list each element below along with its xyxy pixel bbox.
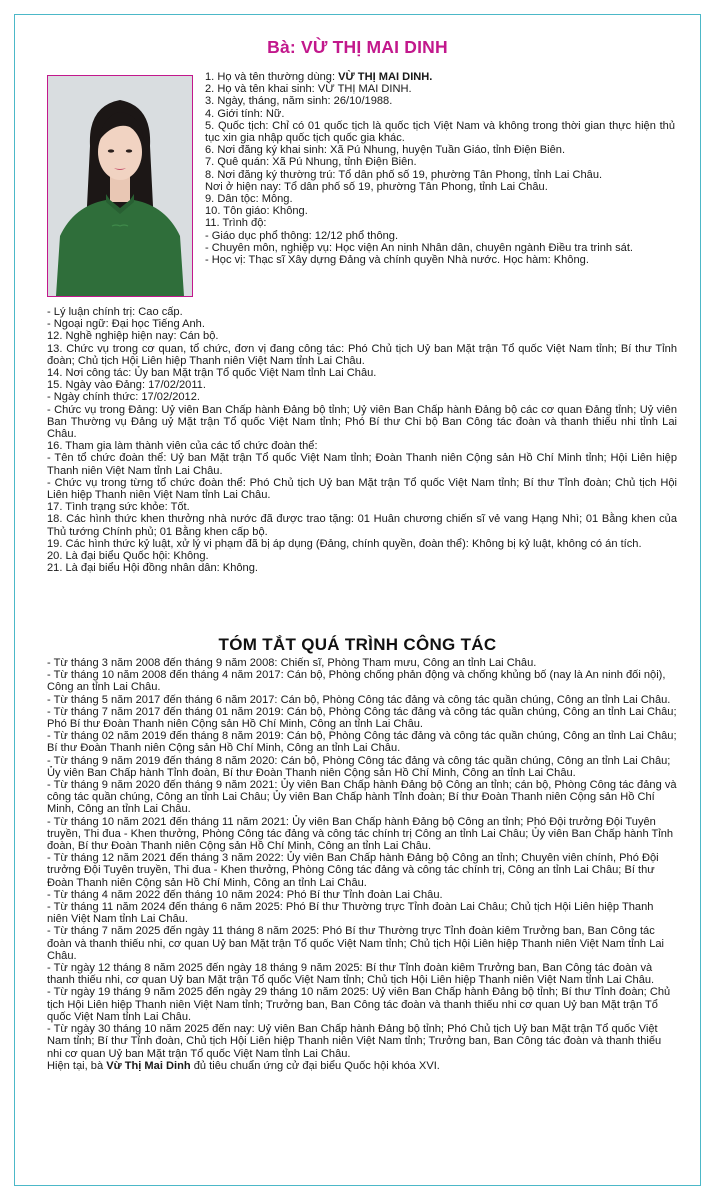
career-line: - Từ tháng 7 năm 2025 đến ngày 11 tháng 8 năm 2025: Phó Bí thư Thường trực Tỉnh đoàn kiêm Trưởng ban, Ban Công tác đoàn và thanh thiếu nhi, cơ quan Uỷ ban Mặt trận Tổ quốc Việt Nam tỉnh; Chủ tịch Hội Liên hiệp Thanh niên Việt Nam tỉnh Lai Châu. (47, 925, 664, 962)
detail-line: 15. Ngày vào Đảng: 17/02/2011. (47, 379, 206, 392)
career-line: - Từ tháng 11 năm 2024 đến tháng 6 năm 2025: Phó Bí thư Thường trực Tỉnh đoàn Lai Châu; Chủ tịch Hội Liên hiệp Thanh niên Việt Nam tỉnh Lai Châu. (47, 901, 654, 926)
details-list (47, 306, 677, 574)
info-line (205, 230, 675, 242)
info-line (205, 217, 675, 229)
career-line: - Từ tháng 10 năm 2021 đến tháng 11 năm 2021: Ủy viên Ban Chấp hành Đảng bộ Công an tỉnh; Phó Đội trưởng Đội Tuyên truyền, Thi đua - Khen thưởng, Phòng Công tác đảng và công tác chính trị Công an tỉnh Lai Châu; Ủy viên Ban Chấp hành Tỉnh đoàn, Bí thư Đoàn Thanh niên Cộng sản Hồ Chí Minh, Công an tỉnh Lai Châu. (47, 815, 674, 853)
info-line-text: 5. Quốc tịch: Chỉ có 01 quốc tịch là quốc tịch Việt Nam và không trong thời gian thực hiện thủ tục xin gia nhập quốc tịch quốc gia khác. (205, 119, 675, 145)
career-line: - Từ tháng 9 năm 2019 đến tháng 8 năm 2020: Cán bộ, Phòng Công tác đảng và công tác quần chúng, Công an tỉnh Lai Châu; Ủy viên Ban Chấp hành Tỉnh đoàn, Bí thư Đoàn Thanh niên Cộng sản Hồ Chí Minh, Công an tỉnh Lai Châu. (47, 754, 671, 779)
career-line: - Từ tháng 9 năm 2020 đến tháng 9 năm 2021: Ủy viên Ban Chấp hành Đảng bộ Công an tỉnh; cán bộ, Phòng Công tác đảng và công tác quần chúng, Công an tỉnh Lai Châu; Ủy viên Ban Chấp hành Tỉnh đoàn; Bí thư Đoàn Thanh niên Cộng sản Hồ Chí Minh, Công an tỉnh Lai Châu. (47, 779, 677, 816)
career-line: - Từ ngày 30 tháng 10 năm 2025 đến nay: Uỷ viên Ban Chấp hành Đảng bộ tỉnh; Phó Chủ tịch Uỷ ban Mặt trận Tổ quốc Việt Nam tỉnh; Bí thư Tỉnh đoàn, Chủ tịch Hội Liên hiệp Thanh niên Việt Nam tỉnh; Trưởng ban, Ban Công tác đoàn và thanh thiếu nhi cơ quan Uỷ ban Mặt trận Tổ quốc Việt Nam tỉnh Lai Châu. (47, 1023, 662, 1060)
info-line-text: 6. Nơi đăng ký khai sinh: Xã Pú Nhung, huyện Tuần Giáo, tỉnh Điện Biên. (205, 144, 566, 157)
info-line (205, 169, 675, 181)
career-line: - Từ tháng 5 năm 2017 đến tháng 6 năm 2017: Cán bộ, Phòng Công tác đảng và công tác quần chúng, Công an tỉnh Lai Châu. (47, 693, 671, 706)
detail-line: - Lý luận chính trị: Cao cấp. (47, 306, 183, 318)
career-line: - Từ tháng 02 năm 2019 đến tháng 8 năm 2019: Cán bộ, Phòng Công tác đảng và công tác quần chúng, Công an tỉnh Lai Châu; Bí thư Đoàn Thanh niên Cộng sản Hồ Chí Minh, Công an tỉnh Lai Châu. (47, 730, 677, 755)
detail-line: 20. Là đại biểu Quốc hội: Không. (47, 550, 209, 563)
info-line (205, 242, 675, 254)
career-line: - Từ tháng 4 năm 2022 đến tháng 10 năm 2024: Phó Bí thư Tỉnh đoàn Lai Châu. (47, 888, 443, 901)
career-line: - Từ tháng 3 năm 2008 đến tháng 9 năm 2008: Chiến sĩ, Phòng Tham mưu, Công an tỉnh Lai Châu. (47, 657, 537, 669)
info-line-text: 11. Trình độ: (205, 217, 267, 230)
career-line: - Từ ngày 12 tháng 8 năm 2025 đến ngày 18 tháng 9 năm 2025: Bí thư Tỉnh đoàn kiêm Trưởng ban, Ban Công tác đoàn và thanh thiếu nhi, cơ quan Uỷ ban Mặt trận Tổ quốc Việt Nam tỉnh; Chủ tịch Hội Liên hiệp Thanh niên Việt Nam tỉnh Lai Châu. (47, 962, 655, 987)
career-line: - Từ tháng 10 năm 2008 đến tháng 4 năm 2017: Cán bộ, Phòng chống phản động và chống khủng bố (nay là An ninh đối nội), Công an tỉnh Lai Châu. (47, 669, 666, 694)
detail-line: 14. Nơi công tác: Ủy ban Mặt trận Tổ quốc Việt Nam tỉnh Lai Châu. (47, 367, 377, 380)
info-line-text: Nơi ở hiện nay: Tổ dân phố số 19, phường Tân Phong, tỉnh Lai Châu. (205, 180, 548, 193)
detail-line: 19. Các hình thức kỷ luật, xử lý vi phạm đã bị áp dụng (Đảng, chính quyền, đoàn thể): Không bị kỷ luật, không có án tích. (47, 537, 642, 550)
detail-line: - Ngoại ngữ: Đại học Tiếng Anh. (47, 318, 205, 331)
info-line-text: 10. Tôn giáo: Không. (205, 205, 308, 218)
info-line-text: - Giáo dục phổ thông: 12/12 phổ thông. (205, 229, 399, 242)
info-line (205, 254, 675, 266)
info-line (205, 193, 675, 205)
page-title: Bà: VỪ THỊ MAI DINH (267, 37, 448, 57)
info-line-text: 1. Họ và tên thường dùng: (205, 71, 339, 83)
info-line (205, 144, 675, 156)
closing-line (47, 1060, 677, 1072)
detail-line: 17. Tình trạng sức khỏe: Tốt. (47, 501, 190, 514)
detail-line: - Chức vụ trong Đảng: Uỷ viên Ban Chấp hành Đảng bộ tỉnh; Uỷ viên Ban Chấp hành Đảng bộ các cơ quan Đảng tỉnh; Uỷ viên Ban Thường vụ Đảng uỷ Mặt trận Tổ quốc Việt Nam tỉnh; Phó Bí thư Chi bộ Ban Công tác đoàn và thanh thiếu nhi tỉnh Lai Châu. (47, 403, 677, 441)
info-line-text: - Học vị: Thạc sĩ Xây dựng Đảng và chính quyền Nhà nước. Học hàm: Không. (205, 254, 589, 267)
detail-line: 13. Chức vụ trong cơ quan, tổ chức, đơn vị đang công tác: Phó Chủ tịch Uỷ ban Mặt trận Tổ quốc Việt Nam tỉnh; Bí thư Tỉnh đoàn; Chủ tịch Hội Liên hiệp Thanh niên Việt Nam tỉnh Lai Châu. (47, 342, 677, 367)
info-line (205, 181, 675, 193)
info-line (205, 95, 675, 107)
detail-line: 16. Tham gia làm thành viên của các tổ chức đoàn thể: (47, 440, 318, 453)
info-line-text: 3. Ngày, tháng, năm sinh: 26/10/1988. (205, 95, 393, 108)
info-line-text: 8. Nơi đăng ký thường trú: Tổ dân phố số 19, phường Tân Phong, tỉnh Lai Châu. (205, 168, 603, 181)
portrait-illustration (48, 76, 192, 296)
info-line-text: 9. Dân tộc: Mông. (205, 193, 293, 206)
info-line-text: 2. Họ và tên khai sinh: VỪ THỊ MAI DINH. (205, 83, 412, 96)
detail-line: - Tên tổ chức đoàn thể: Uỷ ban Mặt trận Tổ quốc Việt Nam tỉnh; Đoàn Thanh niên Cộng sản Hồ Chí Minh tỉnh; Hội Liên hiệp Thanh niên Việt Nam tỉnh Lai Châu. (47, 452, 677, 477)
closing-pre: Hiện tại, bà (47, 1059, 107, 1072)
section-title: TÓM TẮT QUÁ TRÌNH CÔNG TÁC (218, 635, 497, 654)
career-line: - Từ tháng 12 năm 2021 đến tháng 3 năm 2022: Ủy viên Ban Chấp hành Đảng bộ Công an tỉnh; Chuyên viên chính, Phó Đội trưởng Đội Tuyên truyền, Thi đua - Khen thưởng, Phòng Công tác đảng và công tác chính trị, Công an tỉnh Lai Châu; Bí thư Đoàn Thanh niên Cộng sản Hồ Chí Minh, Công an tỉnh Lai Châu. (47, 852, 659, 889)
career-line: - Từ tháng 7 năm 2017 đến tháng 01 năm 2019: Cán bộ, Phòng Công tác đảng và công tác quần chúng, Công an tỉnh Lai Châu; Phó Bí thư Đoàn Thanh niên Cộng sản Hồ Chí Minh, Công an tỉnh Lai Châu. (47, 705, 677, 731)
career-summary-list (47, 657, 677, 1072)
detail-line: - Ngày chính thức: 17/02/2012. (47, 391, 200, 404)
info-line (205, 71, 675, 83)
closing-post: đủ tiêu chuẩn ứng cử đại biểu Quốc hội khóa XVI. (190, 1059, 440, 1072)
info-line (205, 156, 675, 168)
info-line-text: 4. Giới tính: Nữ. (205, 107, 285, 120)
closing-name: Vừ Thị Mai Dinh (106, 1059, 191, 1072)
portrait-photo (47, 75, 193, 297)
profile-card (14, 14, 701, 1186)
career-line: - Từ ngày 19 tháng 9 năm 2025 đến ngày 29 tháng 10 năm 2025: Uỷ viên Ban Chấp hành Đảng bộ tỉnh; Bí thư Tỉnh đoàn; Chủ tịch Hội Liên hiệp Thanh niên Việt Nam tỉnh; Trưởng ban, Ban Công tác đoàn và thanh thiếu nhi cơ quan Uỷ ban Mặt trận Tổ quốc Việt Nam tỉnh Lai Châu. (47, 986, 671, 1023)
info-line-bold: VỪ THỊ MAI DINH. (338, 71, 433, 83)
info-line-text: - Chuyên môn, nghiệp vụ: Học viện An ninh Nhân dân, chuyên ngành Điều tra trinh sát. (205, 241, 633, 254)
detail-line: - Chức vụ trong từng tổ chức đoàn thể: Phó Chủ tịch Uỷ ban Mặt trận Tổ quốc Việt Nam tỉnh; Bí thư Tỉnh đoàn; Chủ tịch Hội Liên hiệp Thanh niên Việt Nam tỉnh Lai Châu. (47, 476, 677, 502)
info-line (205, 205, 675, 217)
info-line (205, 83, 675, 95)
detail-line: 21. Là đại biểu Hội đồng nhân dân: Không. (47, 562, 258, 575)
info-line (205, 108, 675, 120)
detail-line: 18. Các hình thức khen thưởng nhà nước đã được trao tặng: 01 Huân chương chiến sĩ vẻ vang Hạng Nhì; 01 Bằng khen của Thủ tướng Chính phủ; 01 Bằng khen cấp bộ. (47, 513, 677, 538)
detail-line: 12. Nghề nghiệp hiện nay: Cán bộ. (47, 330, 219, 343)
info-line-text: 7. Quê quán: Xã Pú Nhung, tỉnh Điện Biên. (205, 156, 417, 169)
info-line (205, 120, 675, 144)
personal-info-list (205, 71, 675, 266)
